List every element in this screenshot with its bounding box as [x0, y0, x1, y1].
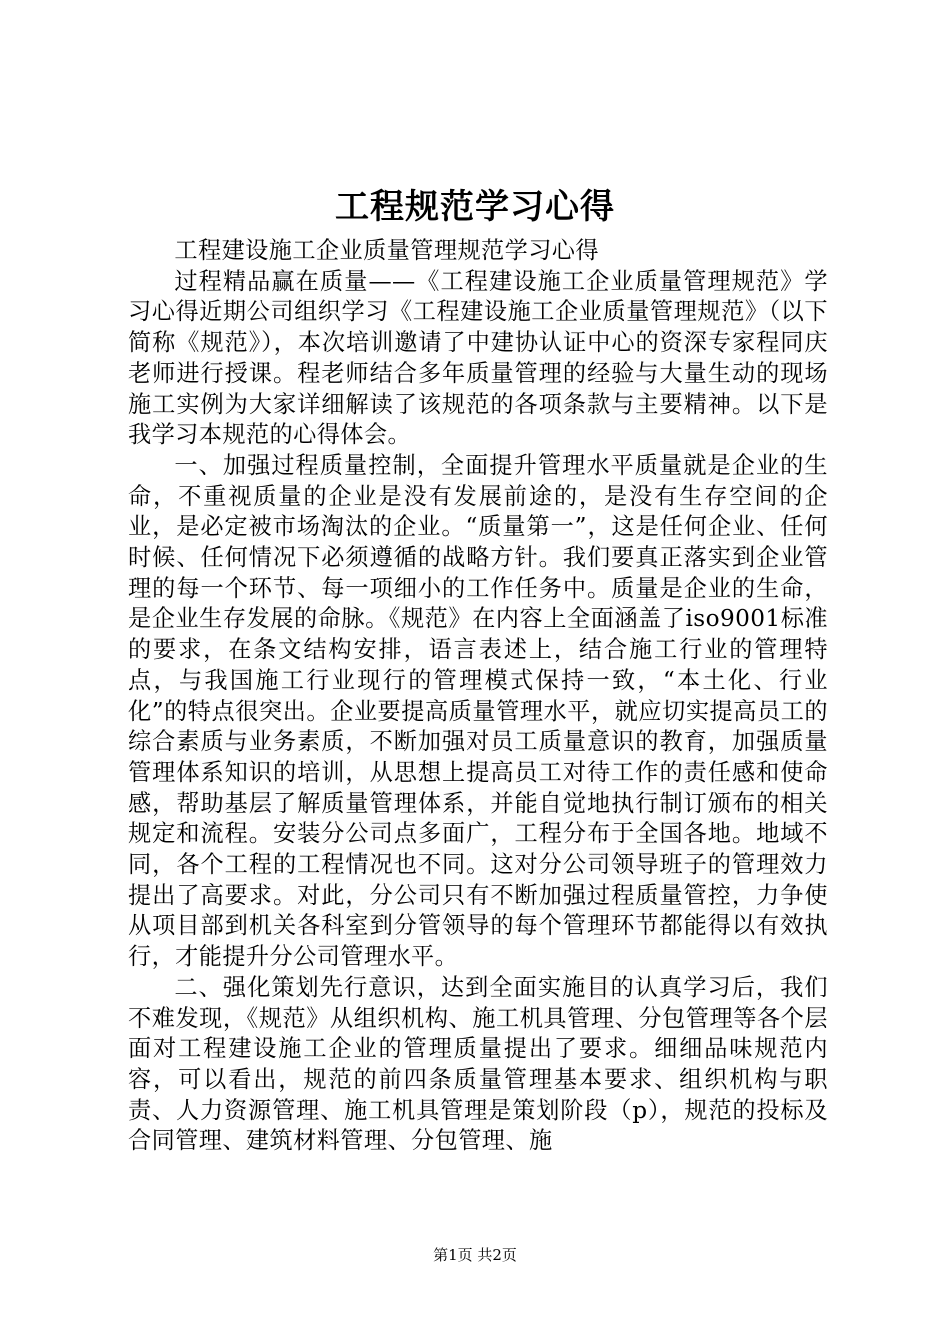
document-title: 工程规范学习心得: [335, 187, 615, 227]
paragraph-section-two: 二、强化策划先行意识，达到全面实施目的认真学习后，我们不难发现，《规范》从组织机构、施工机具管理、分包管理等各个层面对工程建设施工企业的管理质量提出了要求。细细品味规范内容，可以看出，规范的前四条质量管理基本要求、组织机构与职责、人力资源管理、施工机具管理是策划阶段（p），规范的投标及合同管理、建筑材料管理、分包管理、施: [128, 973, 828, 1155]
paragraph-section-one: 一、加强过程质量控制，全面提升管理水平质量就是企业的生命，不重视质量的企业是没有发展前途的，是没有生存空间的企业，是必定被市场淘汰的企业。“质量第一”，这是任何企业、任何时候、任何情况下必须遵循的战略方针。我们要真正落实到企业管理的每一个环节、每一项细小的工作任务中。质量是企业的生命，是企业生存发展的命脉。《规范》在内容上全面涵盖了iso9001标准的要求，在条文结构安排，语言表述上，结合施工行业的管理特点，与我国施工行业现行的管理模式保持一致，“本土化、行业化”的特点很突出。企业要提高质量管理水平，就应切实提高员工的综合素质与业务素质，不断加强对员工质量意识的教育，加强质量管理体系知识的培训，从思想上提高员工对待工作的责任感和使命感，帮助基层了解质量管理体系，并能自觉地执行制订颁布的相关规定和流程。安装分公司点多面广，工程分布于全国各地。地域不同，各个工程的工程情况也不同。这对分公司领导班子的管理效力提出了高要求。对此，分公司只有不断加强过程质量管控，力争使从项目部到机关各科室到分管领导的每个管理环节都能得以有效执行，才能提升分公司管理水平。: [128, 451, 828, 971]
paragraph-intro: 过程精品赢在质量——《工程建设施工企业质量管理规范》学习心得近期公司组织学习《工程建设施工企业质量管理规范》（以下简称《规范》），本次培训邀请了中建协认证中心的资深专家程同庆老师进行授课。程老师结合多年质量管理的经验与大量生动的现场施工实例为大家详细解读了该规范的各项条款与主要精神。以下是我学习本规范的心得体会。: [128, 267, 828, 449]
document-body: [128, 236, 828, 1157]
paragraph-subtitle: 工程建设施工企业质量管理规范学习心得: [174, 237, 599, 264]
page-number-footer: 第1页 共2页: [433, 1246, 517, 1264]
